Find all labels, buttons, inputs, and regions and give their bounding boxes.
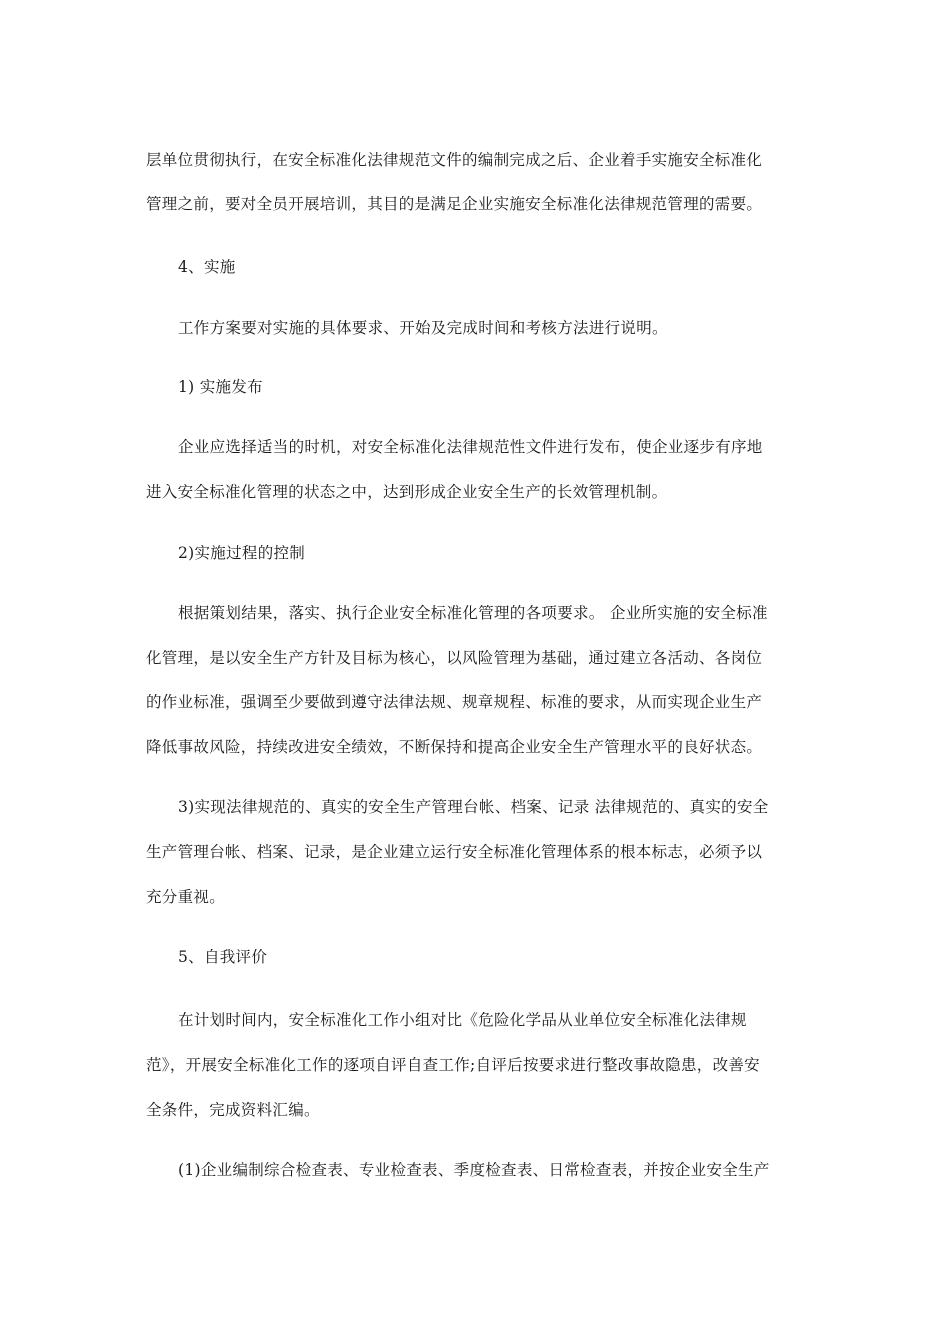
- text-line: 在计划时间内，安全标准化工作小组对比《危险化学品从业单位安全标准化法律规: [178, 1011, 747, 1029]
- text-line: 生产管理台帐、档案、记录，是企业建立运行安全标准化管理体系的根本标志，必须予以: [146, 843, 763, 861]
- text-line: 企业应选择适当的时机，对安全标准化法律规范性文件进行发布，使企业逐步有序地: [178, 438, 763, 456]
- text-line: 范》，开展安全标准化工作的逐项自评自查工作;自评后按要求进行整改事故隐患，改善安: [146, 1056, 760, 1074]
- text-line: 充分重视。: [146, 888, 226, 906]
- subsection-heading: 1) 实施发布: [178, 378, 263, 396]
- text-line: 进入安全标准化管理的状态之中，达到形成企业安全生产的长效管理机制。: [146, 483, 668, 501]
- text-line: 层单位贯彻执行，在安全标准化法律规范文件的编制完成之后、企业着手实施安全标准化: [146, 151, 763, 169]
- section-heading: 4、实施: [178, 258, 236, 276]
- section-heading: 5、自我评价: [178, 948, 268, 966]
- text-line: 的作业标准，强调至少要做到遵守法律法规、规章规程、标准的要求，从而实现企业生产: [146, 693, 763, 711]
- text-line: 全条件，完成资料汇编。: [146, 1101, 320, 1119]
- text-line: 化管理，是以安全生产方针及目标为核心，以风险管理为基础，通过建立各活动、各岗位: [146, 649, 763, 667]
- text-line: 根据策划结果，落实、执行企业安全标准化管理的各项要求。 企业所实施的安全标准: [178, 604, 768, 622]
- text-line: (1)企业编制综合检查表、专业检查表、季度检查表、日常检查表，并按企业安全生产: [178, 1161, 770, 1179]
- text-line: 降低事故风险，持续改进安全绩效，不断保持和提高企业安全生产管理水平的良好状态。: [146, 738, 763, 756]
- subsection-heading: 2)实施过程的控制: [178, 544, 306, 562]
- text-line: 管理之前，要对全员开展培训，其目的是满足企业实施安全标准化法律规范管理的需要。: [146, 195, 763, 213]
- text-line: 工作方案要对实施的具体要求、开始及完成时间和考核方法进行说明。: [178, 319, 668, 337]
- text-line: 3)实现法律规范的、真实的安全生产管理台帐、档案、记录 法律规范的、真实的安全: [178, 798, 769, 816]
